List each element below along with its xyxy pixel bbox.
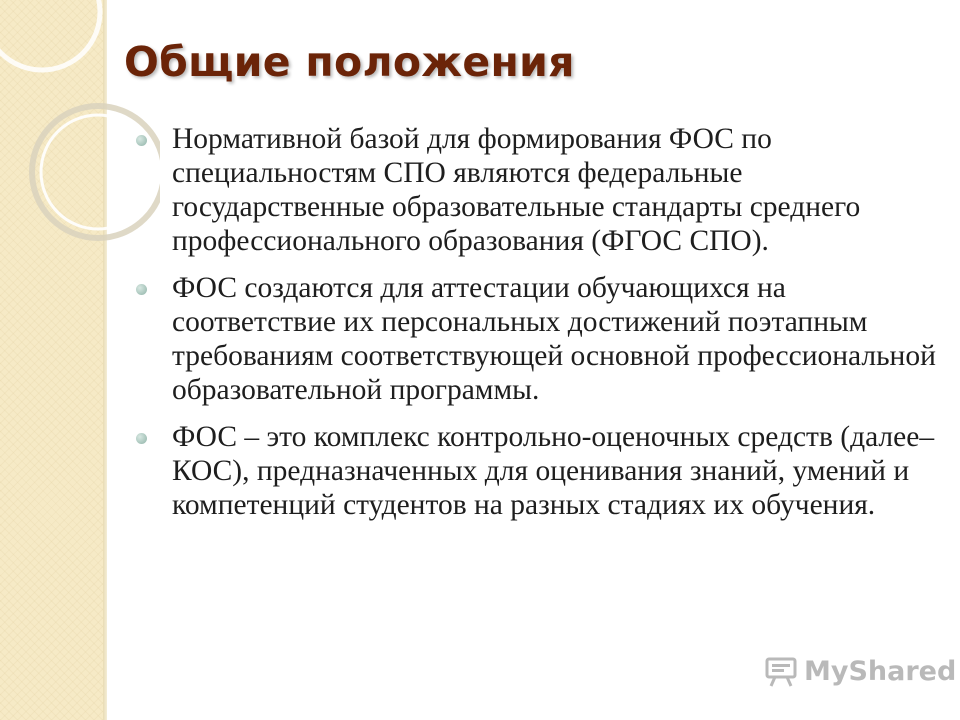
- bullet-text: ФОС – это комплекс контрольно-оценочных средств (далее– КОС), предназначенных для оценивания знаний, умений и компетенций студентов на разных стадиях их обучения.: [172, 421, 935, 521]
- watermark-logo-text: MyShared: [804, 656, 957, 687]
- presentation-board-icon: [764, 657, 798, 687]
- bullet-text: ФОС создаются для аттестации обучающихся на соответствие их персональных достижений поэтапным требованиям соответствующей основной профессиональной образовательной программы.: [172, 272, 936, 406]
- bullet-dot-icon: [136, 433, 147, 444]
- slide-title: Общие положения: [124, 38, 575, 86]
- bullet-dot-icon: [136, 284, 147, 295]
- bullet-list: [130, 122, 945, 535]
- bullet-dot-icon: [136, 135, 147, 146]
- bullet-item: [130, 122, 945, 258]
- bullet-item: [130, 420, 945, 522]
- myshared-watermark: [764, 656, 956, 687]
- bullet-text: Нормативной базой для формирования ФОС по специальностям СПО являются федеральные государственные образовательные стандарты среднего профессионального образования (ФГОС СПО).: [172, 123, 861, 257]
- bullet-item: [130, 271, 945, 407]
